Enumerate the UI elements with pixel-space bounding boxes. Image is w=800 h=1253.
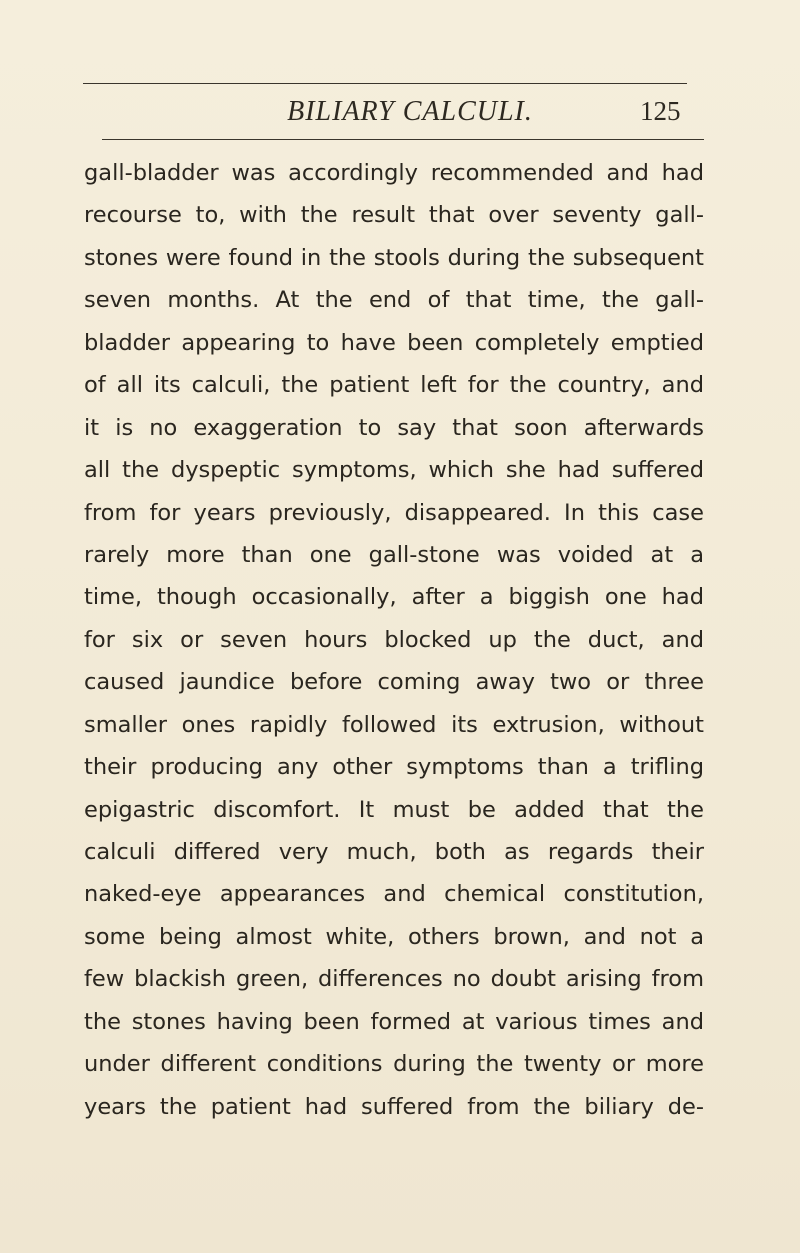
text-line: naked-eye appearances and chemical constitution, [84,881,704,908]
text-line: for six or seven hours blocked up the duct, and [84,626,704,653]
text-line: epigastric discomfort. It must be added that the [84,796,704,823]
header-bottom-rule [102,139,704,140]
text-line: smaller ones rapidly followed its extrusion, without [84,711,704,738]
text-line: rarely more than one gall-stone was voided at a [84,541,704,568]
text-line: from for years previously, disappeared. In this case [84,499,704,526]
text-line: gall-bladder was accordingly recommended and had [84,160,704,186]
header-top-rule [83,83,687,84]
running-title: BILIARY CALCULI. [287,96,533,127]
text-line: time, though occasionally, after a biggish one had [84,584,704,611]
text-line: seven months. At the end of that time, the gall- [84,287,704,314]
text-line: under different conditions during the twenty or more [84,1051,704,1078]
text-line: the stones having been formed at various times and [84,1008,704,1035]
text-line: their producing any other symptoms than a trifling [84,754,704,781]
text-line: recourse to, with the result that over seventy gall- [84,202,704,229]
page-number: 125 [640,96,681,126]
text-line: caused jaundice before coming away two or three [84,669,704,696]
text-line: some being almost white, others brown, and not a [84,923,704,950]
body-text [84,152,704,1128]
text-line: of all its calculi, the patient left for the country, and [84,372,704,399]
text-line: all the dyspeptic symptoms, which she had suffered [84,457,704,484]
text-line: it is no exaggeration to say that soon afterwards [84,414,704,441]
text-line: years the patient had suffered from the biliary de- [84,1093,704,1120]
text-line: calculi differed very much, both as regards their [84,839,704,865]
text-line: bladder appearing to have been completely emptied [84,329,704,356]
text-line: stones were found in the stools during the subsequent [84,244,704,271]
text-line: few blackish green, differences no doubt arising from [84,966,704,993]
